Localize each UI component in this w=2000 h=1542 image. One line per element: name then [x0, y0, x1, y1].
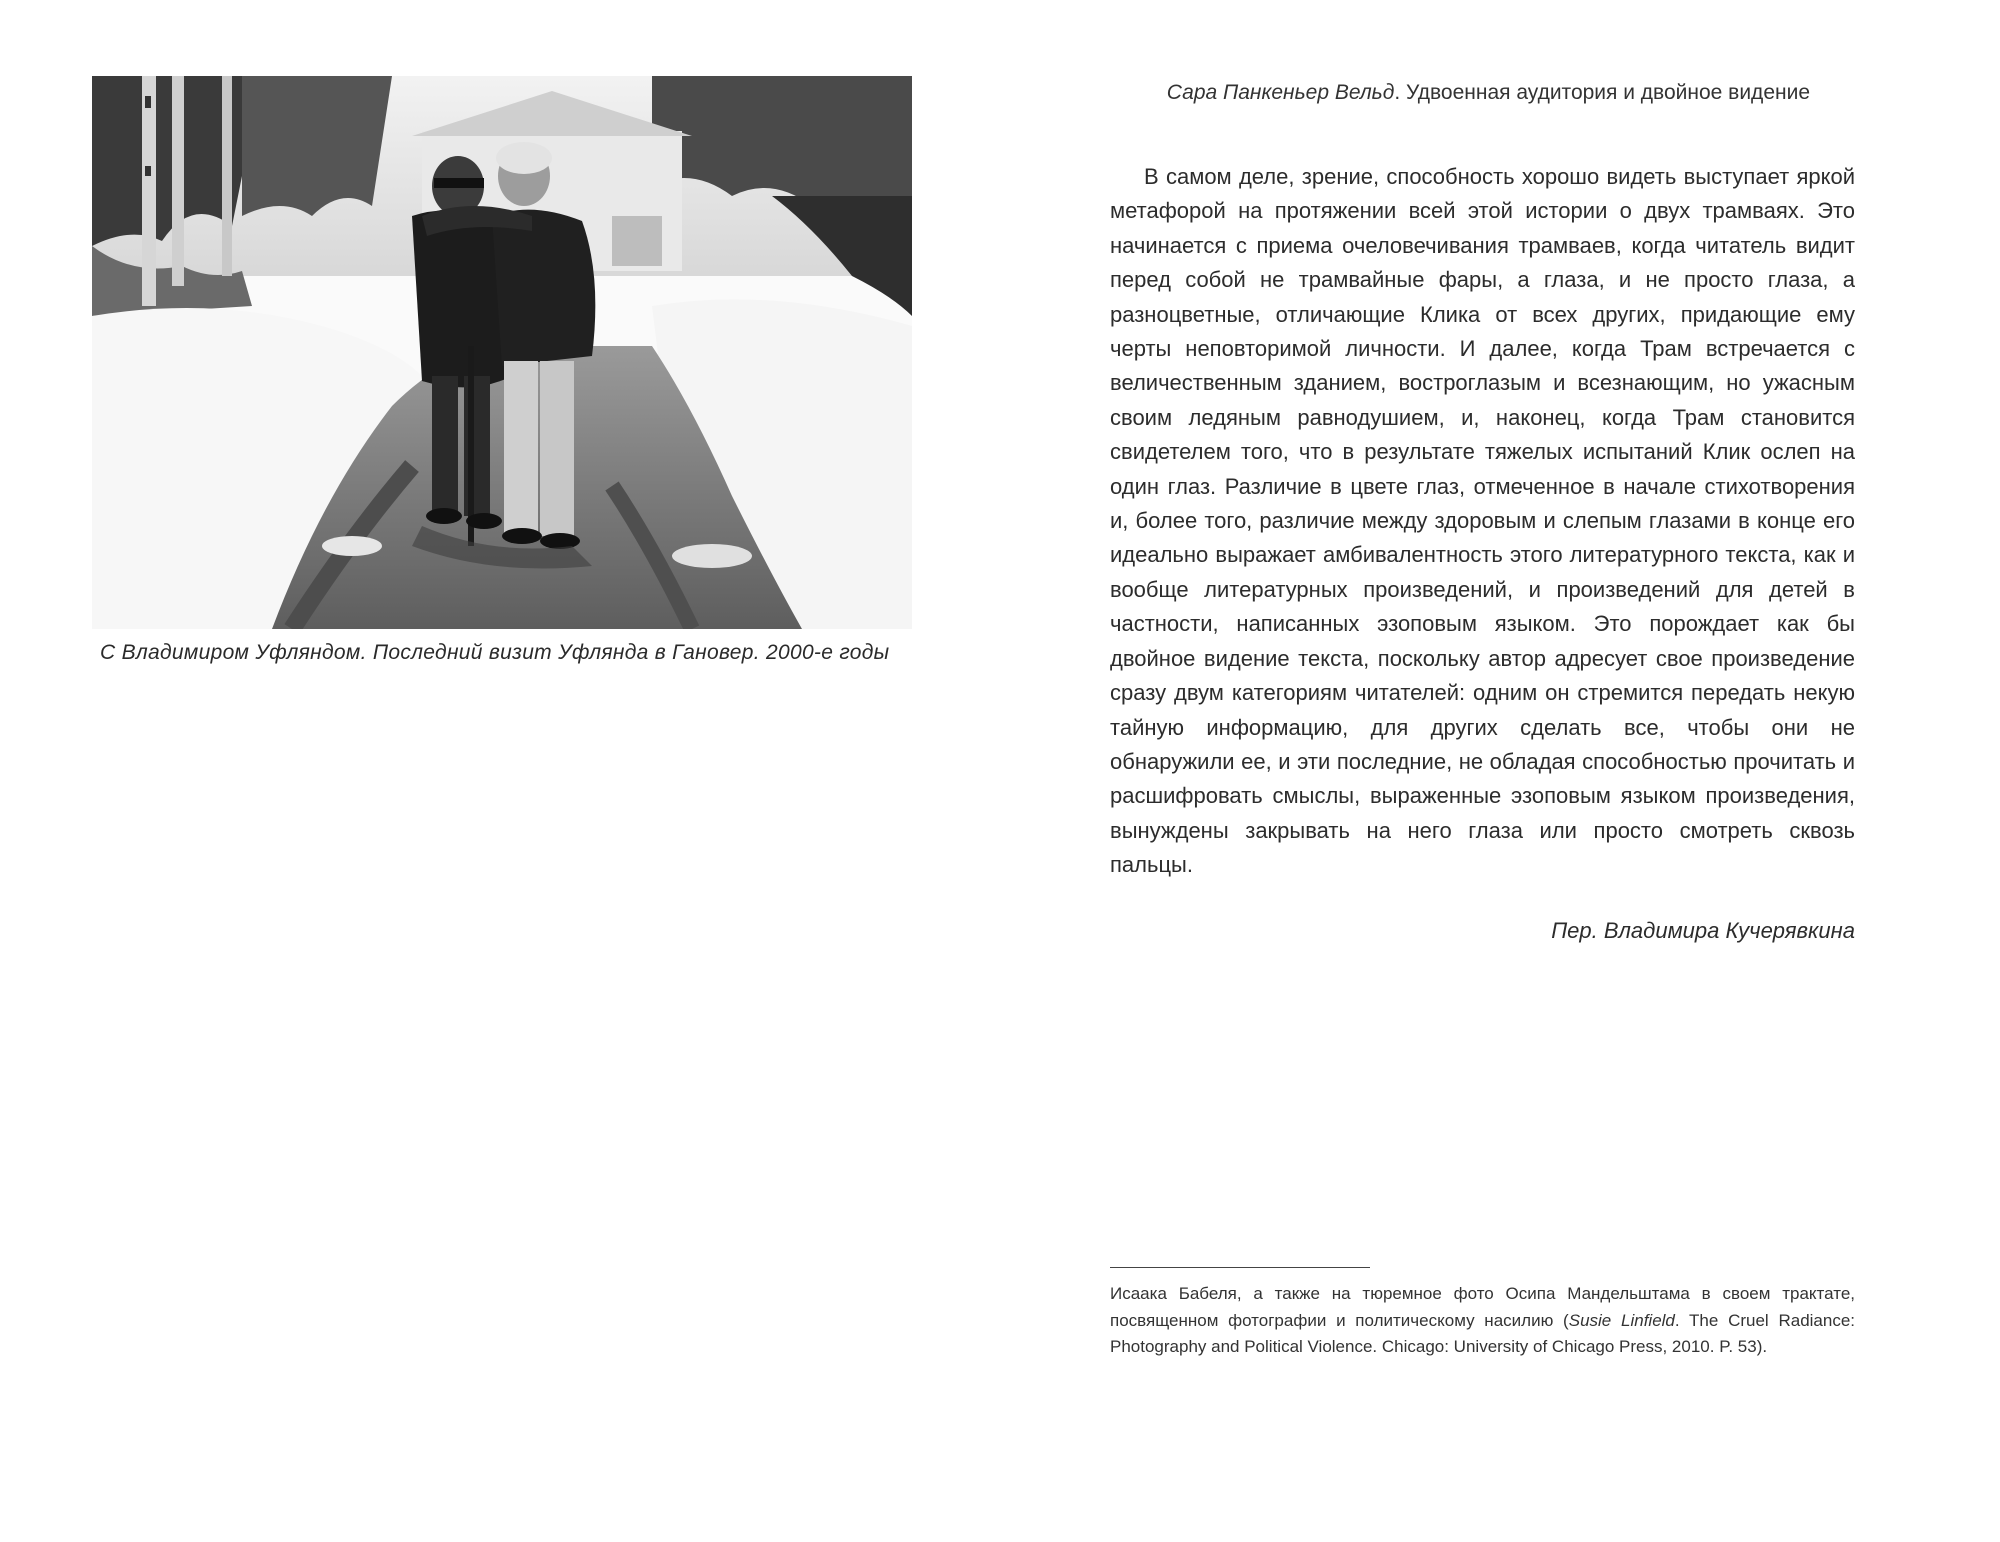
footnote-part1: Исаака Бабеля, а также на тюремное фото Осипа Мандельштама в своем трактате, посвященном фотографии и политическому насилию (: [1110, 1284, 1855, 1330]
translator-credit: Пер. Владимира Кучерявкина: [1551, 918, 1855, 943]
footnote-author: Susie Linfield: [1568, 1310, 1675, 1330]
right-page: [1000, 0, 2000, 1542]
footnote-divider: [1110, 1267, 1370, 1268]
footnote: [1110, 1281, 1855, 1361]
photo-two-men-in-snow: [92, 76, 912, 629]
running-head-author: Сара Панкеньер Вельд: [1166, 81, 1395, 104]
running-head-title: Удвоенная аудитория и двойное видение: [1406, 81, 1810, 104]
running-head-separator: .: [1394, 81, 1407, 104]
body-paragraph: В самом деле, зрение, способность хорошо видеть выступает яркой метафорой на протяжении всей этой истории о двух трамваях. Это начинается с приема очеловечивания трамваев, когда читатель видит перед собой не трамвайные фары, а глаза, и не просто глаза, а разноцветные, отличающие Клика от всех других, придающие ему черты неповторимой личности. И далее, когда Трам встречается с величественным зданием, востроглазым и всезнающим, но ужасным своим ледяным равнодушием, и, наконец, когда Трам становится свидетелем того, что в результате тяжелых испытаний Клик ослеп на один глаз. Различие в цвете глаз, отмеченное в начале стихотворения и, более того, различие между здоровым и слепым глазами в конце его идеально выражает амбивалентность этого литературного текста, как и вообще литературных произведений, и произведений для детей в частности, написанных эзоповым языком. Это порождает как бы двойное видение текста, поскольку автор адресует свое произведение сразу двум категориям читателей: одним он стремится передать некую тайную информацию, для других сделать все, чтобы они не обнаружили ее, и эти последние, не обладая способностью прочитать и расшифровать смыслы, выраженные эзоповым языком произведения, вынуждены закрывать на него глаза или просто смотреть сквозь пальцы.: [1110, 164, 1855, 878]
footnote-part2: . The Cruel Radiance: Photography and Political Violence. Chicago: University of Chicago Press, 2010. P. 53).: [1110, 1310, 1856, 1356]
running-head: [1110, 81, 1810, 105]
photo-caption: С Владимиром Уфляндом. Последний визит Уфлянда в Гановер. 2000-е годы: [100, 641, 890, 664]
